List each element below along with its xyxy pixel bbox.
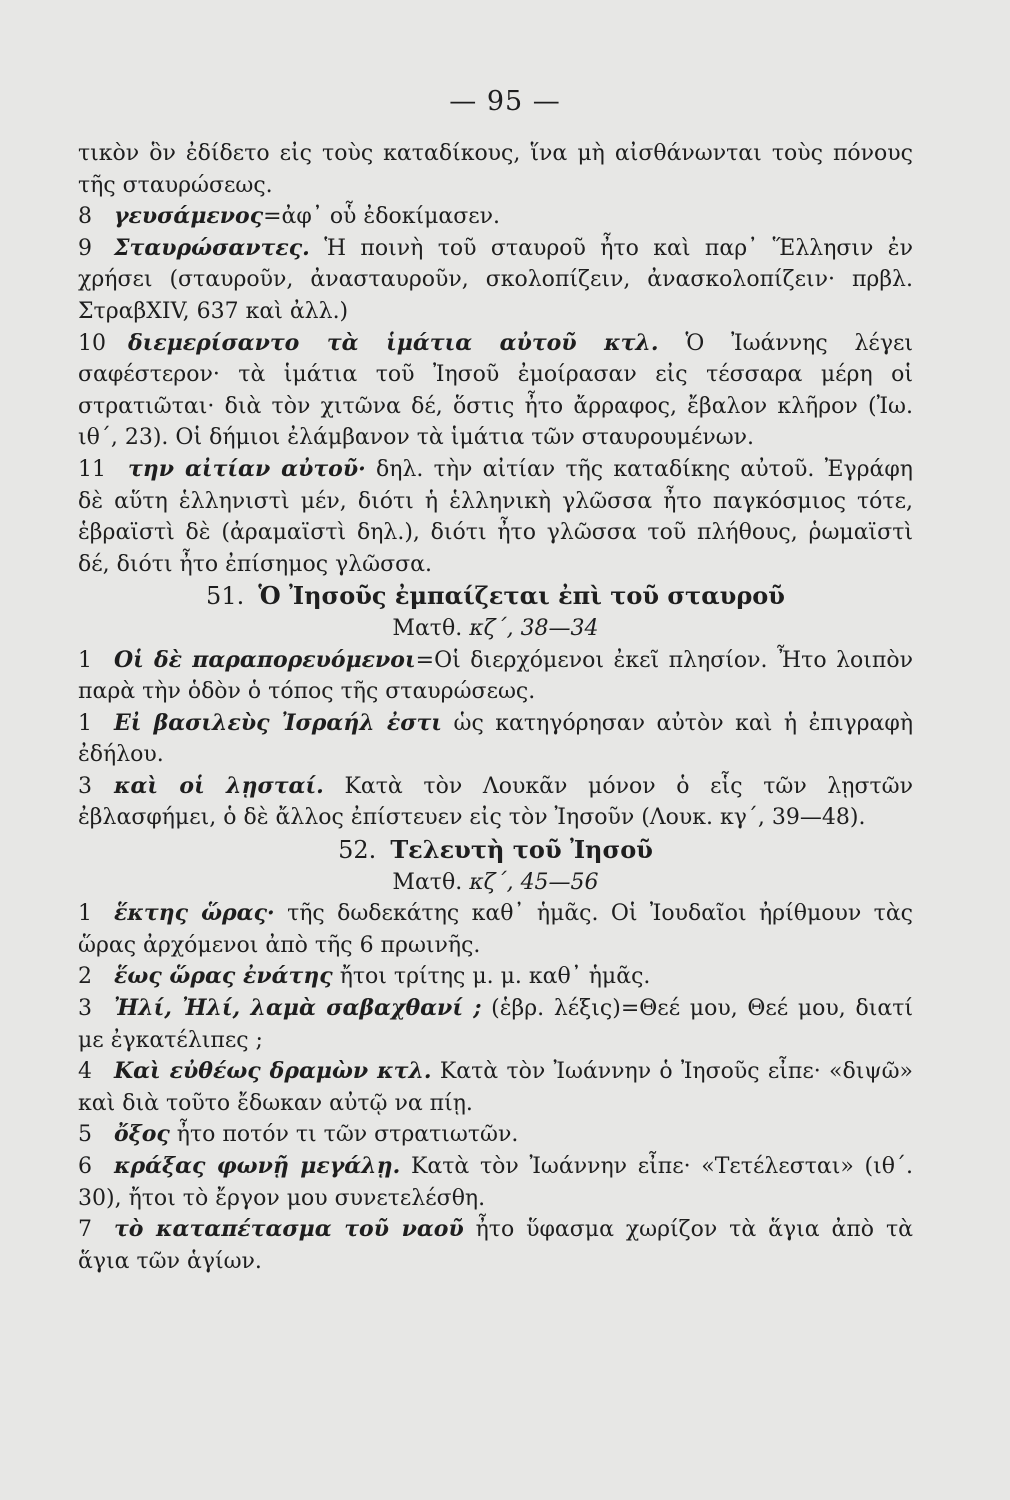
- note-text: =Οἱ διερχόμενοι ἐκεῖ πλησίον. Ἦτο λοιπὸν παρὰ τὴν ὁδὸν ὁ τόπος τῆς σταυρώσεως.: [78, 647, 913, 705]
- reference-chapter: κζ΄,: [469, 869, 514, 895]
- note-lemma: ἕκτης ὥρας·: [114, 900, 275, 927]
- note: [78, 1119, 913, 1151]
- note-number: 6: [78, 1154, 92, 1179]
- note: [78, 898, 913, 961]
- note: [78, 454, 913, 580]
- note-lemma: Οἱ δὲ παραπορευόμενοι: [114, 646, 416, 673]
- reference-chapter: κζ΄,: [469, 615, 514, 641]
- note-text: ὡς κατηγόρησαν αὐτὸν καὶ ἡ ἐπιγραφὴ ἐδήλου.: [78, 710, 914, 768]
- note-number: 2: [78, 964, 92, 990]
- note: [78, 1151, 913, 1214]
- note-text: Ὁ Ἰωάννης λέγει σαφέστερον· τὰ ἱμάτια τοῦ Ἰησοῦ ἐμοίρασαν εἰς τέσσαρα μέρη οἱ στρατιῶται· διὰ τὸν χιτῶνα δέ, ὅστις ἦτο ἄρραφος, ἔβαλον κλῆρον (Ἰω. ιθ΄, 23). Οἱ δήμιοι ἐλάμβανον τὰ ἱμάτια τῶν σταυρουμένων.: [78, 330, 914, 451]
- note-text: ἤτοι τρίτης μ. μ. καθ᾽ ἡμᾶς.: [339, 964, 651, 990]
- note: [78, 201, 913, 233]
- note-text: Κατὰ τὸν Ἰωάννην ὁ Ἰησοῦς εἶπε· «διψῶ» καὶ διὰ τοῦτο ἔδωκαν αὐτῷ να πίῃ.: [78, 1059, 913, 1116]
- note-number: 11: [78, 456, 106, 482]
- note-lemma: γευσάμενος: [114, 203, 264, 230]
- note-number: 1: [78, 647, 92, 673]
- note: [78, 1214, 913, 1277]
- section-heading: [78, 834, 913, 867]
- note-lemma: τὸ καταπέτασμα τοῦ ναοῦ: [114, 1216, 464, 1243]
- note-lemma: καὶ οἱ λῃσταί.: [114, 772, 324, 799]
- note-number: 9: [78, 235, 92, 261]
- note-text: τῆς δωδεκάτης καθ᾽ ἡμᾶς. Οἱ Ἰουδαῖοι ἠρίθμουν τὰς ὥρας ἀρχόμενοι ἀπὸ τῆς 6 πρωινῆς.: [78, 901, 913, 958]
- note: [78, 993, 913, 1056]
- note-number: 4: [78, 1059, 92, 1085]
- note-lemma: την αἰτίαν αὐτοῦ·: [128, 455, 366, 482]
- scripture-reference: [78, 867, 913, 899]
- note-number: 10: [78, 330, 106, 356]
- paragraph: [78, 138, 913, 201]
- section-title: Ὁ Ἰησοῦς ἐμπαίζεται ἐπὶ τοῦ σταυροῦ: [258, 581, 785, 611]
- reference-book: Ματθ.: [392, 615, 463, 641]
- note-text: ἦτο ποτόν τι τῶν στρατιωτῶν.: [176, 1122, 519, 1148]
- note: [78, 1056, 913, 1119]
- note-lemma: Καὶ εὐθέως δραμὼν κτλ.: [114, 1058, 432, 1085]
- scripture-reference: [78, 613, 913, 645]
- section-number: 52.: [338, 836, 377, 865]
- note-number: 3: [78, 996, 92, 1022]
- note-text: Κατὰ τὸν Ἰωάννην εἶπε· «Τετέλεσται» (ιθ΄. 30), ἤτοι τὸ ἔργον μου συνετελέσθη.: [78, 1154, 913, 1211]
- note-lemma: κράξας φωνῇ μεγάλῃ.: [114, 1153, 401, 1179]
- note-lemma: ἕως ὥρας ἐνάτης: [114, 963, 333, 990]
- note-lemma: διεμερίσαντο τὰ ἱμάτια αὐτοῦ κτλ.: [128, 329, 659, 356]
- note-lemma: Εἰ βασιλεὺς Ἰσραήλ ἐστι: [114, 709, 442, 736]
- note-lemma: Σταυρώσαντες.: [114, 234, 310, 261]
- reference-verses: 45—56: [520, 869, 599, 895]
- section-title: Τελευτὴ τοῦ Ἰησοῦ: [390, 835, 653, 865]
- note: [78, 708, 913, 771]
- reference-book: Ματθ.: [392, 869, 463, 895]
- note: [78, 645, 913, 708]
- note: [78, 328, 913, 454]
- note-number: 3: [78, 773, 92, 799]
- note-number: 1: [78, 901, 92, 927]
- note-lemma: Ἠλί, Ἠλί, λαμὰ σαβαχθανί ;: [114, 995, 482, 1022]
- note-text: Ἡ ποινὴ τοῦ σταυροῦ ἦτο καὶ παρ᾽ Ἕλλησιν ἐν χρήσει (σταυροῦν, ἀνασταυροῦν, σκολοπίζειν, ἀνασκολοπίζειν· πρβλ. ΣτραβΧΙV, 637 καὶ ἀλλ.): [78, 235, 913, 324]
- note-number: 1: [78, 710, 92, 736]
- note-lemma: ὄξος: [114, 1121, 170, 1148]
- note: [78, 771, 913, 834]
- page-number: — 95 —: [449, 86, 561, 117]
- note-text: ἦτο ὕφασμα χωρίζον τὰ ἅγια ἀπὸ τὰ ἅγια τῶν ἁγίων.: [78, 1217, 913, 1274]
- note-text: (ἑβρ. λέξις)=Θεέ μου, Θεέ μου, διατί με ἐγκατέλιπες ;: [78, 996, 913, 1053]
- note-text: δηλ. τὴν αἰτίαν τῆς καταδίκης αὐτοῦ. Ἐγράφη δὲ αὕτη ἑλληνιστὶ μέν, διότι ἡ ἑλληνικὴ γλῶσσα ἦτο παγκόσμιος τότε, ἑβραϊστὶ δὲ (ἀραμαϊστὶ δηλ.), διότι ἦτο γλῶσσα τοῦ πλήθους, ῥωμαϊστὶ δέ, διότι ἦτο ἐπίσημος γλῶσσα.: [78, 456, 913, 577]
- note: [78, 233, 913, 328]
- page-text: [78, 138, 913, 1277]
- note: [78, 961, 913, 993]
- paragraph-text: τικὸν ὃν ἐδίδετο εἰς τοὺς καταδίκους, ἵνα μὴ αἰσθάνωνται τοὺς πόνους τῆς σταυρώσεως.: [78, 141, 913, 198]
- note-text: Κατὰ τὸν Λουκᾶν μόνον ὁ εἷς τῶν λῃστῶν ἐβλασφήμει, ὁ δὲ ἄλλος ἐπίστευεν εἰς τὸν Ἰησοῦν (Λουκ. κγ΄, 39—48).: [78, 773, 913, 831]
- section-number: 51.: [206, 582, 245, 611]
- note-text: =ἀφ᾽ οὗ ἐδοκίμασεν.: [263, 204, 501, 230]
- section-heading: [78, 580, 913, 613]
- note-number: 5: [78, 1122, 92, 1148]
- note-number: 7: [78, 1217, 92, 1243]
- note-number: 8: [78, 204, 92, 230]
- reference-verses: 38—34: [520, 615, 599, 641]
